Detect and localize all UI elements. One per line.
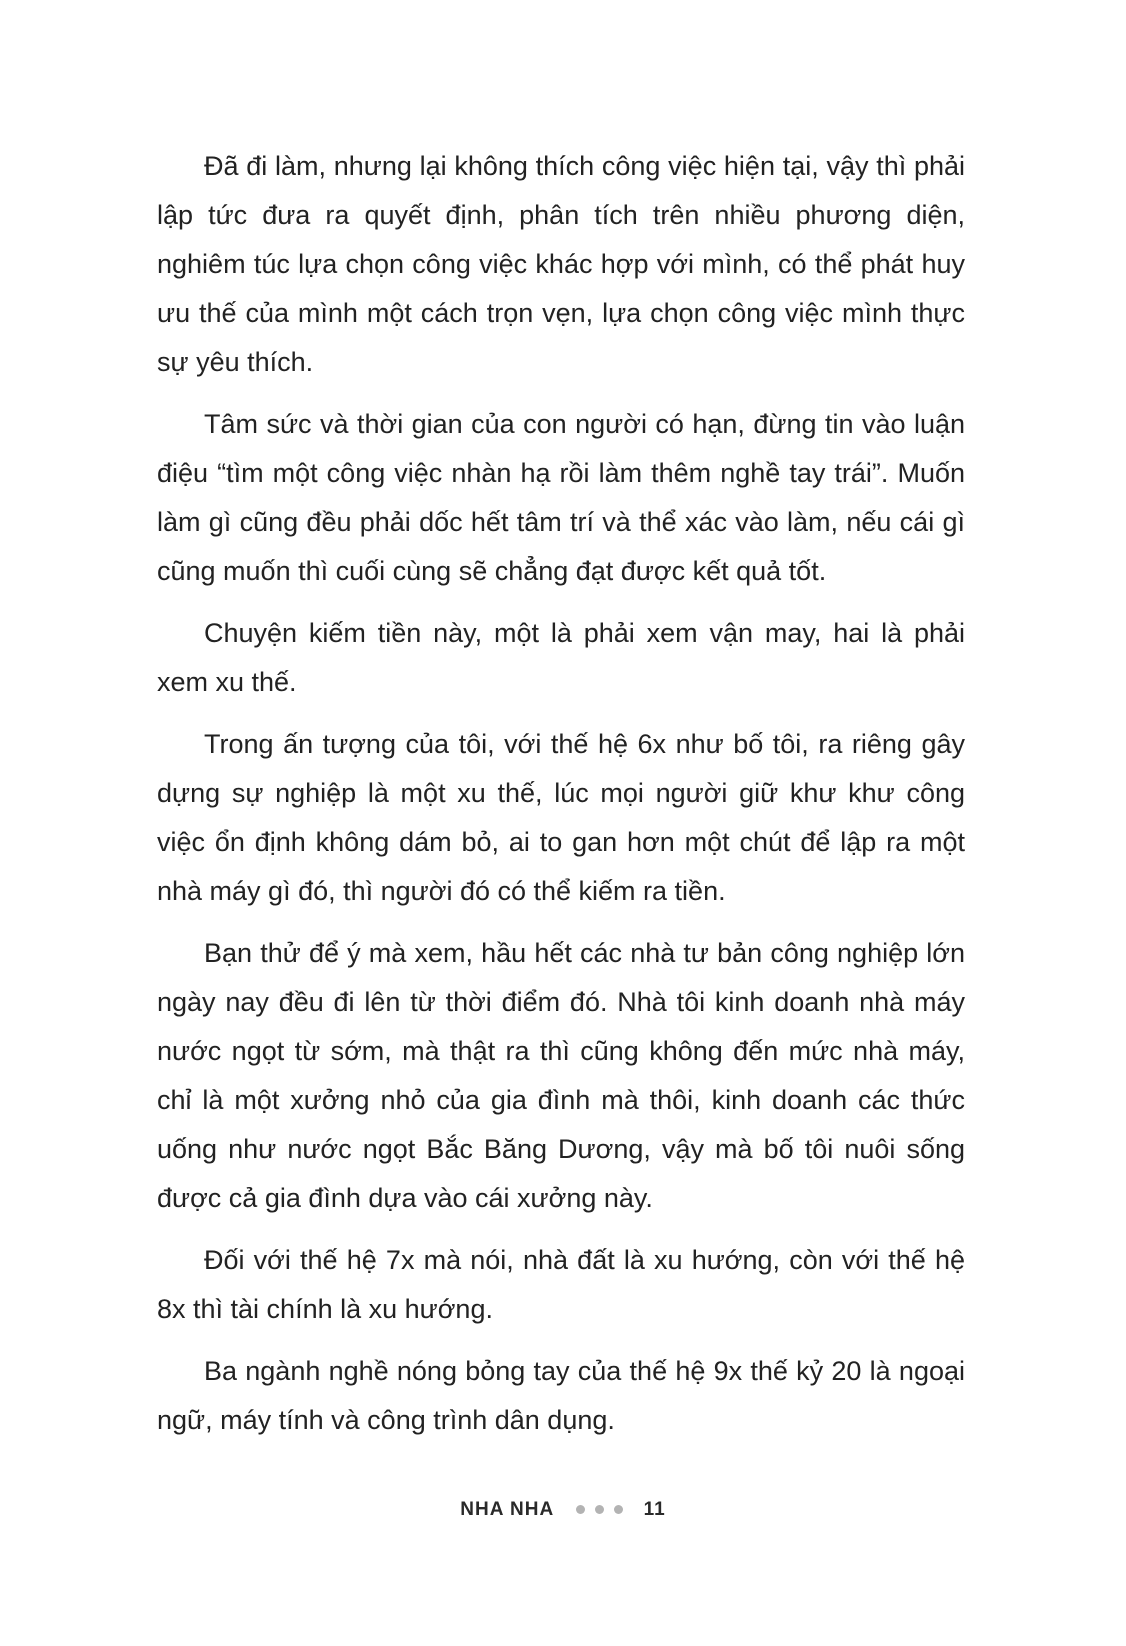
page-number: 11 — [643, 1499, 666, 1521]
dot-icon — [576, 1505, 585, 1514]
paragraph-1: Đã đi làm, nhưng lại không thích công việc hiện tại, vậy thì phải lập tức đưa ra quyết định, phân tích trên nhiều phương diện, nghiêm túc lựa chọn công việc khác hợp với mình, có thể phát huy ưu thế của mình một cách trọn vẹn, lựa chọn công việc mình thực sự yêu thích. — [157, 151, 965, 377]
paragraph-3: Chuyện kiếm tiền này, một là phải xem vận may, hai là phải xem xu thế. — [157, 618, 965, 697]
paragraph-7: Ba ngành nghề nóng bỏng tay của thế hệ 9x thế kỷ 20 là ngoại ngữ, máy tính và công trình dân dụng. — [157, 1356, 965, 1435]
paragraph-2: Tâm sức và thời gian của con người có hạn, đừng tin vào luận điệu “tìm một công việc nhàn hạ rồi làm thêm nghề tay trái”. Muốn làm gì cũng đều phải dốc hết tâm trí và thể xác vào làm, nếu cái gì cũng muốn thì cuối cùng sẽ chẳng đạt được kết quả tốt. — [157, 409, 965, 586]
dot-icon — [614, 1505, 623, 1514]
separator-dots-icon — [574, 1498, 626, 1522]
page-body — [157, 142, 965, 1458]
paragraph-4: Trong ấn tượng của tôi, với thế hệ 6x như bố tôi, ra riêng gây dựng sự nghiệp là một xu thế, lúc mọi người giữ khư khư công việc ổn định không dám bỏ, ai to gan hơn một chút để lập ra một nhà máy gì đó, thì người đó có thể kiếm ra tiền. — [157, 729, 965, 906]
paragraph-6: Đối với thế hệ 7x mà nói, nhà đất là xu hướng, còn với thế hệ 8x thì tài chính là xu hướng. — [157, 1245, 965, 1324]
book-title: NHA NHA — [460, 1499, 554, 1521]
dot-icon — [595, 1505, 604, 1514]
paragraph-5: Bạn thử để ý mà xem, hầu hết các nhà tư bản công nghiệp lớn ngày nay đều đi lên từ thời điểm đó. Nhà tôi kinh doanh nhà máy nước ngọt từ sớm, mà thật ra thì cũng không đến mức nhà máy, chỉ là một xưởng nhỏ của gia đình mà thôi, kinh doanh các thức uống như nước ngọt Bắc Băng Dương, vậy mà bố tôi nuôi sống được cả gia đình dựa vào cái xưởng này. — [157, 938, 965, 1213]
page-footer — [0, 1498, 1126, 1522]
